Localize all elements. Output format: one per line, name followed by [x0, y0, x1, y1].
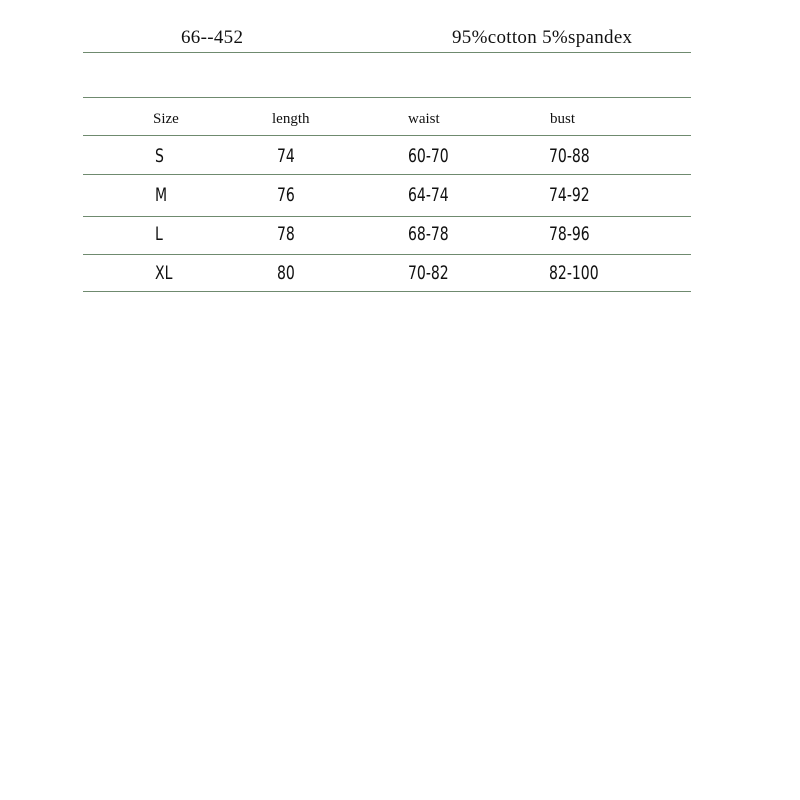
row-divider [83, 291, 691, 292]
size-chart-table [83, 97, 691, 291]
cell-size: L [155, 222, 163, 245]
cell-length: 76 [277, 183, 295, 206]
cell-waist: 68-78 [408, 222, 449, 245]
column-header-waist: waist [408, 110, 440, 127]
cell-waist: 70-82 [408, 261, 449, 284]
cell-bust: 74-92 [549, 183, 590, 206]
table-row [83, 213, 691, 252]
cell-size: S [155, 144, 164, 167]
column-header-bust: bust [550, 110, 576, 127]
column-header-size: Size [153, 110, 179, 127]
cell-size: M [155, 183, 168, 206]
cell-bust: 70-88 [549, 144, 590, 167]
cell-length: 78 [277, 222, 295, 245]
cell-bust: 78-96 [549, 222, 590, 245]
divider-top [83, 52, 691, 53]
material-composition: 95%cotton 5%spandex [452, 27, 633, 48]
style-code: 66--452 [181, 27, 244, 48]
cell-waist: 60-70 [408, 144, 449, 167]
table-row [83, 174, 691, 213]
column-header-length: length [272, 110, 310, 127]
cell-length: 74 [277, 144, 295, 167]
cell-bust: 82-100 [549, 261, 599, 284]
table-row [83, 252, 691, 291]
cell-size: XL [155, 261, 173, 284]
cell-length: 80 [277, 261, 295, 284]
table-row [83, 135, 691, 174]
cell-waist: 64-74 [408, 183, 449, 206]
table-header-row [83, 97, 691, 135]
